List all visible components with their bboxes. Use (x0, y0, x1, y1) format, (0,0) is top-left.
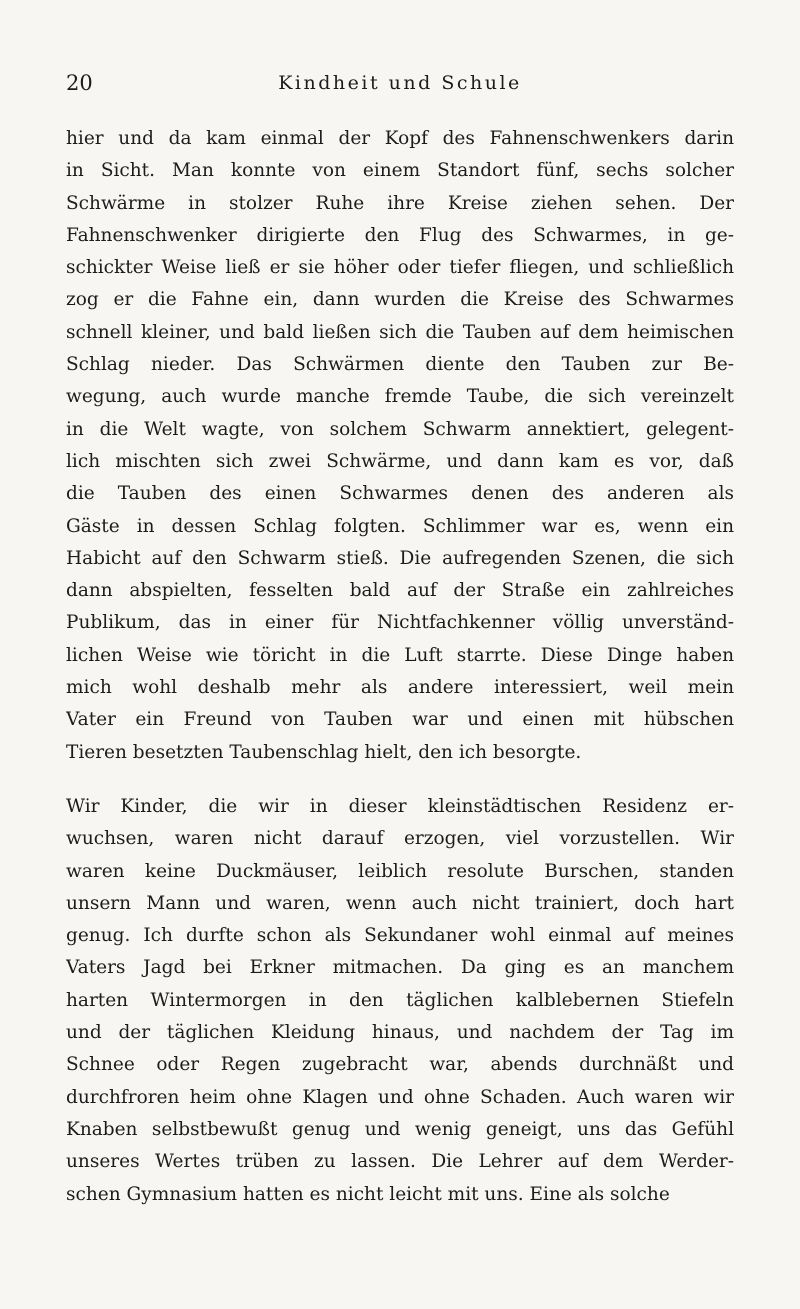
text-line: Gäste in dessen Schlag folgten. Schlimmer war es, wenn ein (66, 515, 734, 537)
text-line: schnell kleiner, und bald ließen sich die Tauben auf dem heimischen (66, 321, 734, 343)
text-line: Vater ein Freund von Tauben war und einen mit hübschen (66, 709, 734, 731)
text-line: Wir Kinder, die wir in dieser kleinstädtischen Residenz er- (66, 795, 734, 817)
text-line: wegung, auch wurde manche fremde Taube, die sich vereinzelt (66, 386, 734, 408)
text-line: hier und da kam einmal der Kopf des Fahnenschwenkers darin (66, 128, 734, 149)
text-line: Schwärme in stolzer Ruhe ihre Kreise ziehen sehen. Der (66, 192, 734, 214)
paragraph (66, 791, 734, 1211)
text-line: in die Welt wagte, von solchem Schwarm annektiert, gelegent- (66, 418, 734, 440)
text-line: unsern Mann und waren, wenn auch nicht trainiert, doch hart (66, 892, 734, 914)
text-line: Tieren besetzten Taubenschlag hielt, den ich besorgte. (66, 741, 582, 763)
text-line: wuchsen, waren nicht darauf erzogen, viel vorzustellen. Wir (66, 828, 734, 850)
text-line: Publikum, das in einer für Nichtfachkenner völlig unverständ- (66, 612, 734, 634)
text-line: Vaters Jagd bei Erkner mitmachen. Da ging es an manchem (66, 957, 734, 979)
text-line: Schlag nieder. Das Schwärmen diente den Tauben zur Be- (66, 354, 734, 376)
text-line: dann abspielten, fesselten bald auf der Straße ein zahlreiches (66, 580, 734, 602)
body-text (66, 123, 734, 1211)
paragraph-gap (66, 769, 734, 791)
text-line: lich mischten sich zwei Schwärme, und dann kam es vor, daß (66, 450, 734, 472)
text-line: Schnee oder Regen zugebracht war, abends durchnäßt und (66, 1054, 734, 1076)
text-line: schickter Weise ließ er sie höher oder tiefer fliegen, und schließlich (66, 257, 734, 279)
paragraph (66, 123, 734, 769)
text-line: harten Wintermorgen in den täglichen kalblebernen Stiefeln (66, 989, 734, 1011)
text-line: zog er die Fahne ein, dann wurden die Kreise des Schwarmes (66, 289, 734, 311)
text-line: schen Gymnasium hatten es nicht leicht mit uns. Eine als solche (66, 1183, 670, 1205)
text-line: und der täglichen Kleidung hinaus, und nachdem der Tag im (66, 1022, 734, 1044)
text-line: mich wohl deshalb mehr als andere interessiert, weil mein (66, 677, 734, 699)
text-line: lichen Weise wie töricht in die Luft starrte. Diese Dinge haben (66, 644, 734, 666)
text-line: Habicht auf den Schwarm stieß. Die aufregenden Szenen, die sich (66, 547, 734, 569)
page-number: 20 (66, 71, 93, 95)
running-head: Kindheit und Schule (278, 72, 522, 94)
text-line: durchfroren heim ohne Klagen und ohne Schaden. Auch waren wir (66, 1086, 734, 1108)
text-line: Knaben selbstbewußt genug und wenig geneigt, uns das Gefühl (66, 1118, 734, 1140)
text-line: Fahnenschwenker dirigierte den Flug des Schwarmes, in ge- (66, 224, 734, 246)
text-line: waren keine Duckmäuser, leiblich resolute Burschen, standen (66, 860, 734, 882)
text-line: genug. Ich durfte schon als Sekundaner wohl einmal auf meines (66, 925, 734, 947)
text-line: die Tauben des einen Schwarmes denen des anderen als (66, 483, 734, 505)
page-header (66, 68, 734, 98)
text-line: in Sicht. Man konnte von einem Standort fünf, sechs solcher (66, 160, 734, 182)
text-line: unseres Wertes trüben zu lassen. Die Lehrer auf dem Werder- (66, 1151, 734, 1173)
